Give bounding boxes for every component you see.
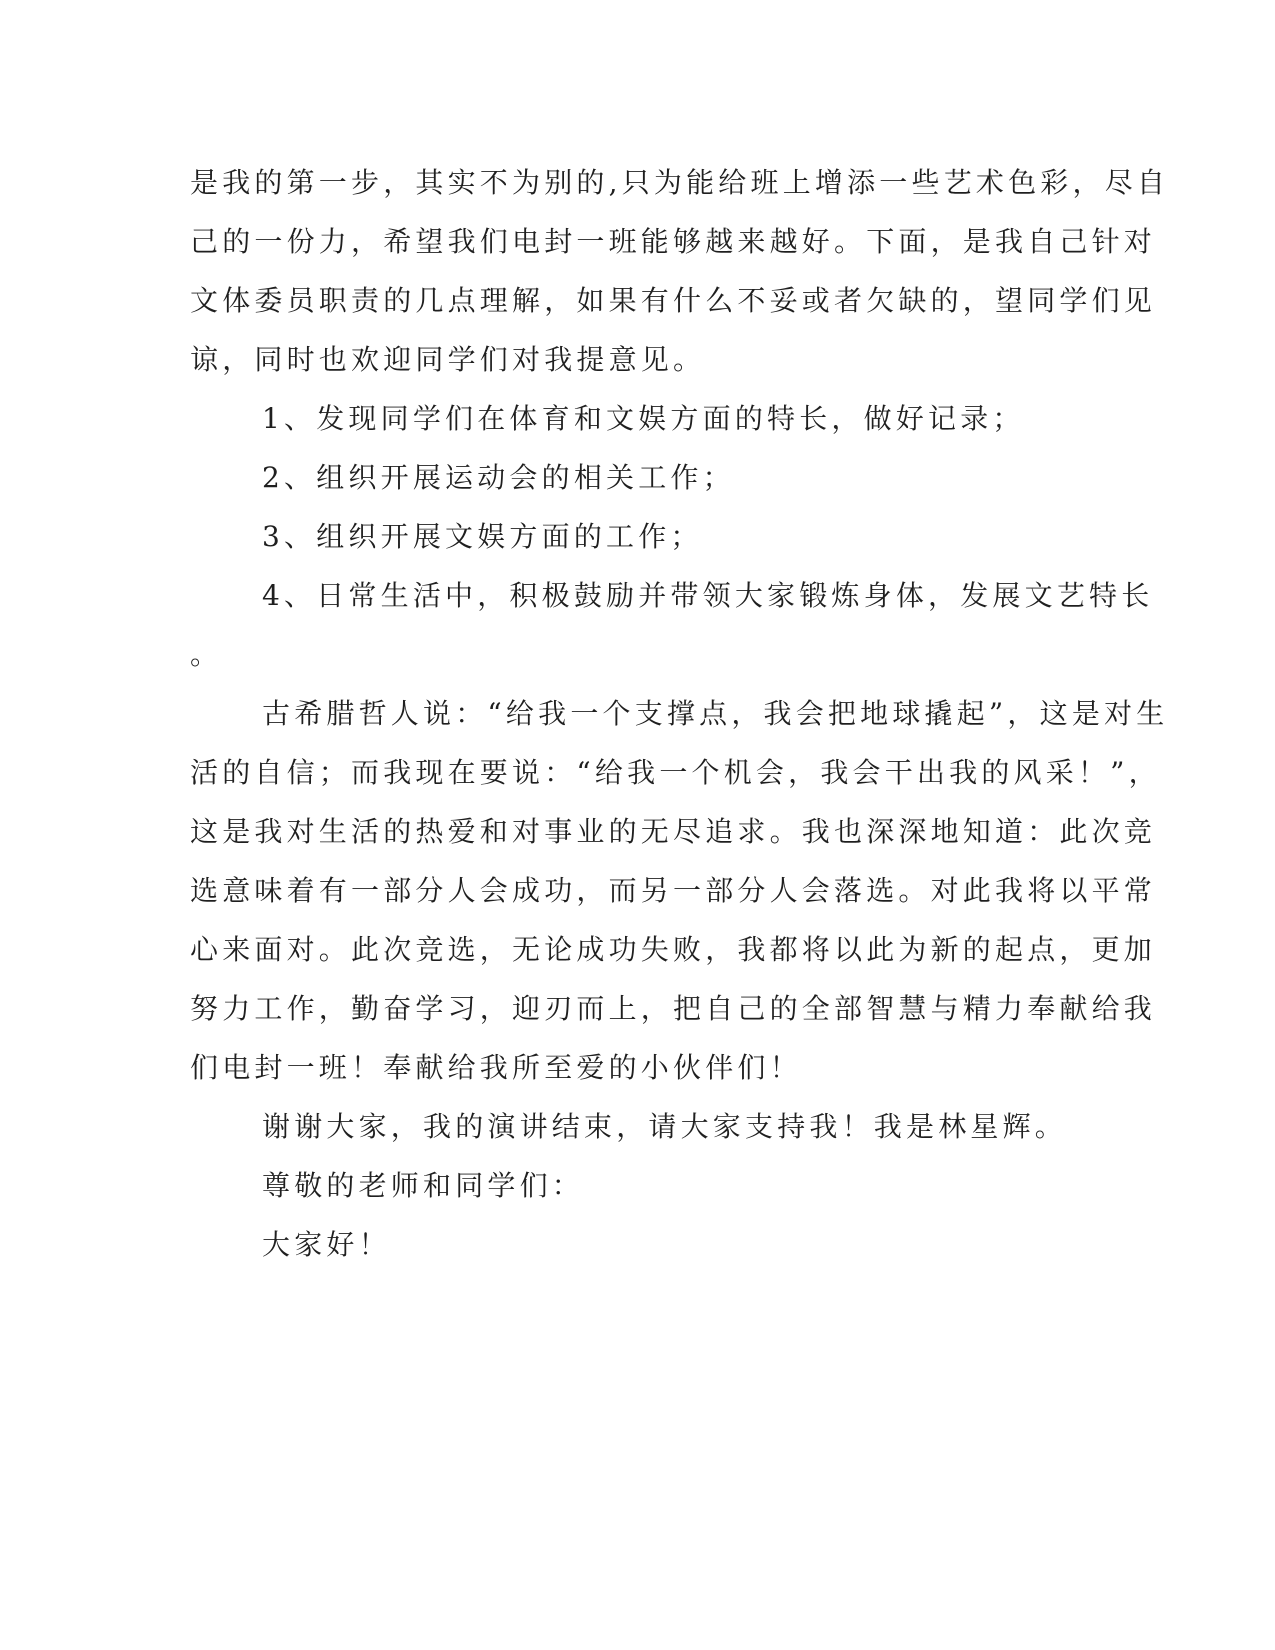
paragraph-line: 努力工作，勤奋学习，迎刃而上，把自己的全部智慧与精力奉献给我	[190, 992, 1157, 1025]
list-item-4: 4、日常生活中，积极鼓励并带领大家锻炼身体，发展文艺特长	[262, 579, 1154, 612]
paragraph-line: 文体委员职责的几点理解，如果有什么不妥或者欠缺的，望同学们见	[190, 284, 1157, 317]
paragraph-line: 是我的第一步，其实不为别的,只为能给班上增添一些艺术色彩，尽自	[190, 166, 1170, 199]
salutation-line: 尊敬的老师和同学们：	[262, 1169, 585, 1202]
paragraph-line: 这是我对生活的热爱和对事业的无尽追求。我也深深地知道：此次竞	[190, 815, 1157, 848]
list-item-1: 1、发现同学们在体育和文娱方面的特长，做好记录；	[262, 402, 1025, 435]
greeting-line: 大家好！	[262, 1228, 391, 1261]
paragraph-line: 选意味着有一部分人会成功，而另一部分人会落选。对此我将以平常	[190, 874, 1157, 907]
list-item-2: 2、组织开展运动会的相关工作；	[262, 461, 735, 494]
paragraph-line: 谅，同时也欢迎同学们对我提意见。	[190, 343, 706, 376]
paragraph-line: 古希腊哲人说：“给我一个支撑点，我会把地球撬起”，这是对生	[262, 697, 1169, 730]
paragraph-line: 。	[190, 638, 223, 671]
paragraph-line: 们电封一班！奉献给我所至爱的小伙伴们！	[190, 1051, 802, 1084]
closing-line: 谢谢大家，我的演讲结束，请大家支持我！我是林星辉。	[262, 1110, 1068, 1143]
paragraph-line: 活的自信；而我现在要说：“给我一个机会，我会干出我的风采！”，	[190, 756, 1161, 789]
paragraph-line: 心来面对。此次竞选，无论成功失败，我都将以此为新的起点，更加	[190, 933, 1157, 966]
paragraph-line: 己的一份力，希望我们电封一班能够越来越好。下面，是我自己针对	[190, 225, 1157, 258]
list-item-3: 3、组织开展文娱方面的工作；	[262, 520, 703, 553]
